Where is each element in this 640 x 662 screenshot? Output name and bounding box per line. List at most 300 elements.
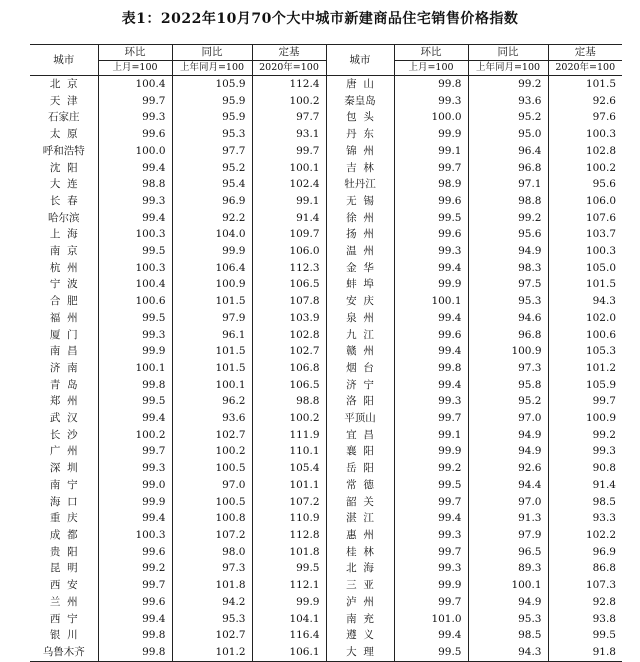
mom-cell-right: 99.7 bbox=[394, 494, 468, 511]
base-cell-left: 102.7 bbox=[252, 343, 326, 360]
base-cell-left: 99.9 bbox=[252, 594, 326, 611]
city-cell-right: 南 充 bbox=[326, 611, 394, 628]
yoy-cell-right: 94.6 bbox=[468, 310, 548, 327]
city-cell-left: 长 春 bbox=[49, 194, 78, 207]
city-cell-left: 南 昌 bbox=[49, 345, 78, 358]
mom-cell-right: 99.6 bbox=[394, 226, 468, 243]
city-cell-left: 西 宁 bbox=[49, 612, 78, 625]
yoy-cell-right: 95.3 bbox=[468, 293, 548, 310]
mom-cell-left: 99.5 bbox=[98, 393, 172, 410]
table-title: 表1：2022年10月70个大中城市新建商品住宅销售价格指数 bbox=[121, 11, 519, 27]
yoy-cell-right: 96.8 bbox=[468, 327, 548, 344]
yoy-cell-right: 94.9 bbox=[468, 243, 548, 260]
mom-cell-left: 99.5 bbox=[98, 310, 172, 327]
header-yoy-right: 同比 bbox=[468, 45, 548, 61]
yoy-cell-right: 95.6 bbox=[468, 226, 548, 243]
city-cell-right: 秦皇岛 bbox=[326, 93, 394, 110]
city-cell-right: 徐 州 bbox=[326, 210, 394, 227]
table-row bbox=[30, 226, 622, 243]
table-row bbox=[30, 276, 622, 293]
table-row bbox=[30, 594, 622, 611]
city-cell-left: 石家庄 bbox=[48, 111, 80, 124]
mom-cell-right: 99.3 bbox=[394, 393, 468, 410]
base-cell-left: 101.8 bbox=[252, 544, 326, 561]
yoy-cell-left: 98.0 bbox=[172, 544, 252, 561]
mom-cell-right: 99.4 bbox=[394, 310, 468, 327]
base-cell-right: 86.8 bbox=[548, 560, 622, 577]
table-row bbox=[30, 460, 622, 477]
city-cell-left: 重 庆 bbox=[49, 512, 78, 525]
city-cell-right: 吉 林 bbox=[326, 160, 394, 177]
table-row bbox=[30, 360, 622, 377]
mom-cell-left: 98.8 bbox=[98, 176, 172, 193]
city-cell-right: 安 庆 bbox=[326, 293, 394, 310]
city-cell-left: 南 宁 bbox=[49, 478, 78, 491]
mom-cell-right: 99.1 bbox=[394, 427, 468, 444]
mom-cell-left: 99.5 bbox=[98, 243, 172, 260]
base-cell-left: 91.4 bbox=[252, 210, 326, 227]
mom-cell-left: 99.3 bbox=[98, 327, 172, 344]
city-cell-right: 赣 州 bbox=[326, 343, 394, 360]
header-mom-right: 环比 bbox=[394, 45, 468, 61]
base-cell-left: 112.8 bbox=[252, 527, 326, 544]
yoy-cell-right: 98.5 bbox=[468, 627, 548, 644]
city-cell-left: 上 海 bbox=[49, 228, 78, 241]
yoy-cell-left: 107.2 bbox=[172, 527, 252, 544]
base-cell-left: 97.7 bbox=[252, 109, 326, 126]
table-row bbox=[30, 193, 622, 210]
city-cell-left: 兰 州 bbox=[49, 595, 78, 608]
base-cell-left: 99.1 bbox=[252, 193, 326, 210]
base-cell-left: 112.3 bbox=[252, 260, 326, 277]
mom-cell-left: 100.0 bbox=[98, 143, 172, 160]
mom-cell-right: 99.7 bbox=[394, 410, 468, 427]
yoy-cell-right: 95.2 bbox=[468, 109, 548, 126]
mom-cell-left: 99.8 bbox=[98, 627, 172, 644]
yoy-cell-right: 96.5 bbox=[468, 544, 548, 561]
city-cell-left: 贵 阳 bbox=[49, 545, 78, 558]
city-cell-left: 成 都 bbox=[49, 528, 78, 541]
mom-cell-left: 99.7 bbox=[98, 443, 172, 460]
city-cell-right: 湛 江 bbox=[326, 510, 394, 527]
mom-cell-left: 100.6 bbox=[98, 293, 172, 310]
mom-cell-right: 99.2 bbox=[394, 460, 468, 477]
city-cell-right: 唐 山 bbox=[326, 76, 394, 93]
yoy-cell-left: 100.9 bbox=[172, 276, 252, 293]
base-cell-right: 100.6 bbox=[548, 327, 622, 344]
city-cell-left: 乌鲁木齐 bbox=[30, 644, 98, 661]
yoy-cell-left: 100.2 bbox=[172, 443, 252, 460]
yoy-cell-left: 95.9 bbox=[172, 109, 252, 126]
yoy-cell-right: 92.6 bbox=[468, 460, 548, 477]
base-cell-right: 102.0 bbox=[548, 310, 622, 327]
mom-cell-right: 99.6 bbox=[394, 193, 468, 210]
mom-cell-left: 99.3 bbox=[98, 460, 172, 477]
city-cell-right: 温 州 bbox=[326, 243, 394, 260]
base-cell-right: 94.3 bbox=[548, 293, 622, 310]
base-cell-left: 93.1 bbox=[252, 126, 326, 143]
mom-cell-right: 99.4 bbox=[394, 260, 468, 277]
mom-cell-right: 99.3 bbox=[394, 560, 468, 577]
city-cell-left: 厦 门 bbox=[49, 328, 78, 341]
base-cell-right: 103.7 bbox=[548, 226, 622, 243]
city-cell-left: 南 京 bbox=[49, 245, 78, 258]
table-row bbox=[30, 293, 622, 310]
yoy-cell-left: 95.9 bbox=[172, 93, 252, 110]
table-row bbox=[30, 427, 622, 444]
mom-cell-left: 100.4 bbox=[98, 276, 172, 293]
base-cell-left: 106.8 bbox=[252, 360, 326, 377]
mom-cell-right: 99.7 bbox=[394, 544, 468, 561]
city-cell-right: 丹 东 bbox=[326, 126, 394, 143]
header-yoy-left: 同比 bbox=[172, 45, 252, 61]
table-row bbox=[30, 377, 622, 394]
city-cell-left: 天 津 bbox=[49, 94, 78, 107]
mom-cell-left: 99.6 bbox=[98, 126, 172, 143]
table-row bbox=[30, 310, 622, 327]
base-cell-left: 99.5 bbox=[252, 560, 326, 577]
yoy-cell-right: 97.0 bbox=[468, 410, 548, 427]
base-cell-left: 105.4 bbox=[252, 460, 326, 477]
mom-cell-right: 99.4 bbox=[394, 343, 468, 360]
base-cell-right: 100.9 bbox=[548, 410, 622, 427]
mom-cell-left: 99.9 bbox=[98, 494, 172, 511]
yoy-cell-left: 101.5 bbox=[172, 343, 252, 360]
base-cell-right: 93.8 bbox=[548, 611, 622, 628]
city-cell-right: 平顶山 bbox=[326, 410, 394, 427]
mom-cell-right: 100.0 bbox=[394, 109, 468, 126]
mom-cell-left: 99.4 bbox=[98, 611, 172, 628]
mom-cell-left: 99.8 bbox=[98, 644, 172, 661]
mom-cell-right: 99.3 bbox=[394, 243, 468, 260]
base-cell-left: 99.7 bbox=[252, 143, 326, 160]
header-mom-left: 环比 bbox=[98, 45, 172, 61]
mom-cell-right: 99.7 bbox=[394, 160, 468, 177]
mom-cell-right: 99.4 bbox=[394, 377, 468, 394]
mom-cell-left: 99.4 bbox=[98, 160, 172, 177]
base-cell-left: 109.7 bbox=[252, 226, 326, 243]
mom-cell-right: 99.7 bbox=[394, 594, 468, 611]
header-city-left: 城市 bbox=[30, 45, 98, 76]
yoy-cell-left: 101.2 bbox=[172, 644, 252, 661]
base-cell-left: 110.9 bbox=[252, 510, 326, 527]
city-cell-right: 三 亚 bbox=[326, 577, 394, 594]
city-cell-left: 西 安 bbox=[49, 579, 78, 592]
base-cell-left: 111.9 bbox=[252, 427, 326, 444]
yoy-cell-left: 95.2 bbox=[172, 160, 252, 177]
mom-cell-left: 99.2 bbox=[98, 560, 172, 577]
table-row bbox=[30, 160, 622, 177]
yoy-cell-left: 106.4 bbox=[172, 260, 252, 277]
table-row bbox=[30, 327, 622, 344]
city-cell-right: 牡丹江 bbox=[326, 176, 394, 193]
yoy-cell-right: 95.8 bbox=[468, 377, 548, 394]
mom-cell-left: 100.2 bbox=[98, 427, 172, 444]
city-cell-left: 大 连 bbox=[49, 178, 78, 191]
yoy-cell-left: 99.9 bbox=[172, 243, 252, 260]
yoy-cell-left: 100.1 bbox=[172, 377, 252, 394]
city-cell-left: 长 沙 bbox=[49, 428, 78, 441]
mom-cell-right: 99.9 bbox=[394, 126, 468, 143]
base-cell-right: 100.2 bbox=[548, 160, 622, 177]
city-cell-left: 哈尔滨 bbox=[48, 211, 80, 224]
city-cell-right: 遵 义 bbox=[326, 627, 394, 644]
table-row bbox=[30, 644, 622, 661]
mom-cell-right: 101.0 bbox=[394, 611, 468, 628]
yoy-cell-right: 94.9 bbox=[468, 443, 548, 460]
city-cell-left: 银 川 bbox=[49, 629, 78, 642]
base-cell-right: 90.8 bbox=[548, 460, 622, 477]
base-cell-right: 92.8 bbox=[548, 594, 622, 611]
city-cell-right: 大 理 bbox=[326, 644, 394, 661]
yoy-cell-right: 99.2 bbox=[468, 76, 548, 93]
yoy-cell-left: 101.5 bbox=[172, 293, 252, 310]
base-cell-right: 99.3 bbox=[548, 443, 622, 460]
yoy-cell-left: 92.2 bbox=[172, 210, 252, 227]
yoy-cell-left: 96.1 bbox=[172, 327, 252, 344]
yoy-cell-left: 100.5 bbox=[172, 494, 252, 511]
base-cell-right: 93.3 bbox=[548, 510, 622, 527]
yoy-cell-left: 95.4 bbox=[172, 176, 252, 193]
base-cell-left: 107.8 bbox=[252, 293, 326, 310]
base-cell-right: 92.6 bbox=[548, 93, 622, 110]
base-cell-right: 105.3 bbox=[548, 343, 622, 360]
base-cell-left: 98.8 bbox=[252, 393, 326, 410]
city-cell-left: 沈 阳 bbox=[49, 161, 78, 174]
city-cell-left: 青 岛 bbox=[49, 378, 78, 391]
base-cell-left: 116.4 bbox=[252, 627, 326, 644]
yoy-cell-right: 100.9 bbox=[468, 343, 548, 360]
table-row bbox=[30, 577, 622, 594]
yoy-cell-right: 95.2 bbox=[468, 393, 548, 410]
header-base-left: 定基 bbox=[252, 45, 326, 61]
mom-cell-left: 99.3 bbox=[98, 109, 172, 126]
base-cell-right: 99.7 bbox=[548, 393, 622, 410]
yoy-cell-left: 102.7 bbox=[172, 427, 252, 444]
base-cell-right: 101.2 bbox=[548, 360, 622, 377]
base-cell-right: 99.5 bbox=[548, 627, 622, 644]
mom-cell-right: 99.9 bbox=[394, 577, 468, 594]
base-cell-right: 105.0 bbox=[548, 260, 622, 277]
header-city-right: 城市 bbox=[326, 45, 394, 76]
mom-cell-right: 99.6 bbox=[394, 327, 468, 344]
city-cell-left: 昆 明 bbox=[49, 562, 78, 575]
mom-cell-right: 99.5 bbox=[394, 644, 468, 661]
table-row bbox=[30, 260, 622, 277]
subheader-mom-left: 上月=100 bbox=[98, 61, 172, 76]
city-cell-right: 金 华 bbox=[326, 260, 394, 277]
city-cell-left: 杭 州 bbox=[49, 261, 78, 274]
base-cell-left: 102.8 bbox=[252, 327, 326, 344]
table-row bbox=[30, 93, 622, 110]
mom-cell-right: 99.4 bbox=[394, 627, 468, 644]
city-cell-right: 扬 州 bbox=[326, 226, 394, 243]
base-cell-left: 110.1 bbox=[252, 443, 326, 460]
mom-cell-left: 100.3 bbox=[98, 226, 172, 243]
city-cell-right: 蚌 埠 bbox=[326, 276, 394, 293]
base-cell-right: 98.5 bbox=[548, 494, 622, 511]
city-cell-right: 岳 阳 bbox=[326, 460, 394, 477]
header-base-right: 定基 bbox=[548, 45, 622, 61]
mom-cell-right: 99.9 bbox=[394, 443, 468, 460]
mom-cell-right: 99.3 bbox=[394, 527, 468, 544]
yoy-cell-right: 100.1 bbox=[468, 577, 548, 594]
base-cell-left: 102.4 bbox=[252, 176, 326, 193]
table-row bbox=[30, 343, 622, 360]
base-cell-right: 101.5 bbox=[548, 276, 622, 293]
base-cell-right: 102.2 bbox=[548, 527, 622, 544]
base-cell-right: 101.5 bbox=[548, 76, 622, 93]
base-cell-right: 96.9 bbox=[548, 544, 622, 561]
yoy-cell-right: 97.3 bbox=[468, 360, 548, 377]
yoy-cell-right: 97.9 bbox=[468, 527, 548, 544]
yoy-cell-right: 94.3 bbox=[468, 644, 548, 661]
yoy-cell-left: 102.7 bbox=[172, 627, 252, 644]
yoy-cell-left: 104.0 bbox=[172, 226, 252, 243]
mom-cell-left: 100.4 bbox=[98, 76, 172, 93]
city-cell-left: 宁 波 bbox=[49, 278, 78, 291]
base-cell-left: 112.4 bbox=[252, 76, 326, 93]
base-cell-right: 91.4 bbox=[548, 477, 622, 494]
yoy-cell-left: 101.5 bbox=[172, 360, 252, 377]
yoy-cell-right: 97.5 bbox=[468, 276, 548, 293]
yoy-cell-right: 96.8 bbox=[468, 160, 548, 177]
base-cell-left: 100.1 bbox=[252, 160, 326, 177]
yoy-cell-right: 99.2 bbox=[468, 210, 548, 227]
mom-cell-left: 99.7 bbox=[98, 577, 172, 594]
base-cell-left: 107.2 bbox=[252, 494, 326, 511]
base-cell-left: 104.1 bbox=[252, 611, 326, 628]
mom-cell-left: 99.0 bbox=[98, 477, 172, 494]
city-cell-left: 北 京 bbox=[49, 78, 78, 90]
yoy-cell-left: 97.9 bbox=[172, 310, 252, 327]
yoy-cell-left: 100.8 bbox=[172, 510, 252, 527]
mom-cell-right: 99.8 bbox=[394, 360, 468, 377]
city-cell-right: 惠 州 bbox=[326, 527, 394, 544]
table-row bbox=[30, 544, 622, 561]
base-cell-right: 91.8 bbox=[548, 644, 622, 661]
mom-cell-right: 99.8 bbox=[394, 76, 468, 93]
table-row bbox=[30, 477, 622, 494]
base-cell-right: 106.0 bbox=[548, 193, 622, 210]
base-cell-right: 107.3 bbox=[548, 577, 622, 594]
base-cell-left: 103.9 bbox=[252, 310, 326, 327]
base-cell-left: 100.2 bbox=[252, 410, 326, 427]
yoy-cell-left: 94.2 bbox=[172, 594, 252, 611]
base-cell-right: 97.6 bbox=[548, 109, 622, 126]
city-cell-left: 武 汉 bbox=[49, 412, 78, 425]
table-row bbox=[30, 210, 622, 227]
mom-cell-left: 99.3 bbox=[98, 193, 172, 210]
yoy-cell-right: 94.9 bbox=[468, 427, 548, 444]
city-cell-left: 呼和浩特 bbox=[42, 144, 85, 157]
yoy-cell-right: 96.4 bbox=[468, 143, 548, 160]
base-cell-left: 106.1 bbox=[252, 644, 326, 661]
table-row bbox=[30, 243, 622, 260]
city-cell-left: 太 原 bbox=[49, 128, 78, 141]
mom-cell-left: 99.6 bbox=[98, 594, 172, 611]
yoy-cell-right: 95.0 bbox=[468, 126, 548, 143]
mom-cell-left: 99.7 bbox=[98, 93, 172, 110]
mom-cell-right: 98.9 bbox=[394, 176, 468, 193]
subheader-yoy-left: 上年同月=100 bbox=[172, 61, 252, 76]
subheader-base-left: 2020年=100 bbox=[252, 61, 326, 76]
base-cell-right: 102.8 bbox=[548, 143, 622, 160]
base-cell-right: 100.3 bbox=[548, 243, 622, 260]
base-cell-left: 101.1 bbox=[252, 477, 326, 494]
yoy-cell-left: 100.5 bbox=[172, 460, 252, 477]
table-row bbox=[30, 143, 622, 160]
mom-cell-left: 99.6 bbox=[98, 544, 172, 561]
city-cell-left: 济 南 bbox=[49, 361, 78, 374]
city-cell-left: 广 州 bbox=[49, 445, 78, 458]
yoy-cell-right: 89.3 bbox=[468, 560, 548, 577]
table-row bbox=[30, 560, 622, 577]
base-cell-left: 100.2 bbox=[252, 93, 326, 110]
yoy-cell-left: 97.3 bbox=[172, 560, 252, 577]
city-cell-left: 合 肥 bbox=[49, 295, 78, 308]
yoy-cell-right: 97.1 bbox=[468, 176, 548, 193]
city-cell-left: 海 口 bbox=[49, 495, 78, 508]
base-cell-right: 95.6 bbox=[548, 176, 622, 193]
mom-cell-right: 99.4 bbox=[394, 510, 468, 527]
city-cell-right: 无 锡 bbox=[326, 193, 394, 210]
yoy-cell-left: 95.3 bbox=[172, 611, 252, 628]
base-cell-right: 107.6 bbox=[548, 210, 622, 227]
city-cell-right: 常 德 bbox=[326, 477, 394, 494]
city-cell-right: 济 宁 bbox=[326, 377, 394, 394]
mom-cell-left: 99.8 bbox=[98, 377, 172, 394]
city-cell-right: 洛 阳 bbox=[326, 393, 394, 410]
city-cell-left: 福 州 bbox=[49, 311, 78, 324]
yoy-cell-left: 97.0 bbox=[172, 477, 252, 494]
table-row bbox=[30, 527, 622, 544]
yoy-cell-right: 95.3 bbox=[468, 611, 548, 628]
city-cell-right: 韶 关 bbox=[326, 494, 394, 511]
city-cell-right: 九 江 bbox=[326, 327, 394, 344]
table-row bbox=[30, 109, 622, 126]
table-row bbox=[30, 176, 622, 193]
table-row bbox=[30, 443, 622, 460]
table-row bbox=[30, 393, 622, 410]
base-cell-right: 105.9 bbox=[548, 377, 622, 394]
yoy-cell-left: 101.8 bbox=[172, 577, 252, 594]
yoy-cell-left: 105.9 bbox=[172, 76, 252, 93]
mom-cell-right: 99.5 bbox=[394, 210, 468, 227]
city-cell-right: 北 海 bbox=[326, 560, 394, 577]
table-row bbox=[30, 76, 622, 93]
city-cell-right: 襄 阳 bbox=[326, 443, 394, 460]
yoy-cell-left: 96.9 bbox=[172, 193, 252, 210]
base-cell-left: 106.5 bbox=[252, 377, 326, 394]
mom-cell-left: 99.4 bbox=[98, 510, 172, 527]
price-index-table bbox=[30, 44, 622, 662]
subheader-base-right: 2020年=100 bbox=[548, 61, 622, 76]
city-cell-left: 深 圳 bbox=[49, 462, 78, 475]
city-cell-right: 泸 州 bbox=[326, 594, 394, 611]
base-cell-left: 106.5 bbox=[252, 276, 326, 293]
table-row bbox=[30, 627, 622, 644]
base-cell-left: 106.0 bbox=[252, 243, 326, 260]
yoy-cell-left: 96.2 bbox=[172, 393, 252, 410]
yoy-cell-left: 93.6 bbox=[172, 410, 252, 427]
yoy-cell-right: 98.8 bbox=[468, 193, 548, 210]
city-cell-right: 泉 州 bbox=[326, 310, 394, 327]
base-cell-right: 100.3 bbox=[548, 126, 622, 143]
yoy-cell-left: 95.3 bbox=[172, 126, 252, 143]
city-cell-right: 宜 昌 bbox=[326, 427, 394, 444]
yoy-cell-left: 97.7 bbox=[172, 143, 252, 160]
